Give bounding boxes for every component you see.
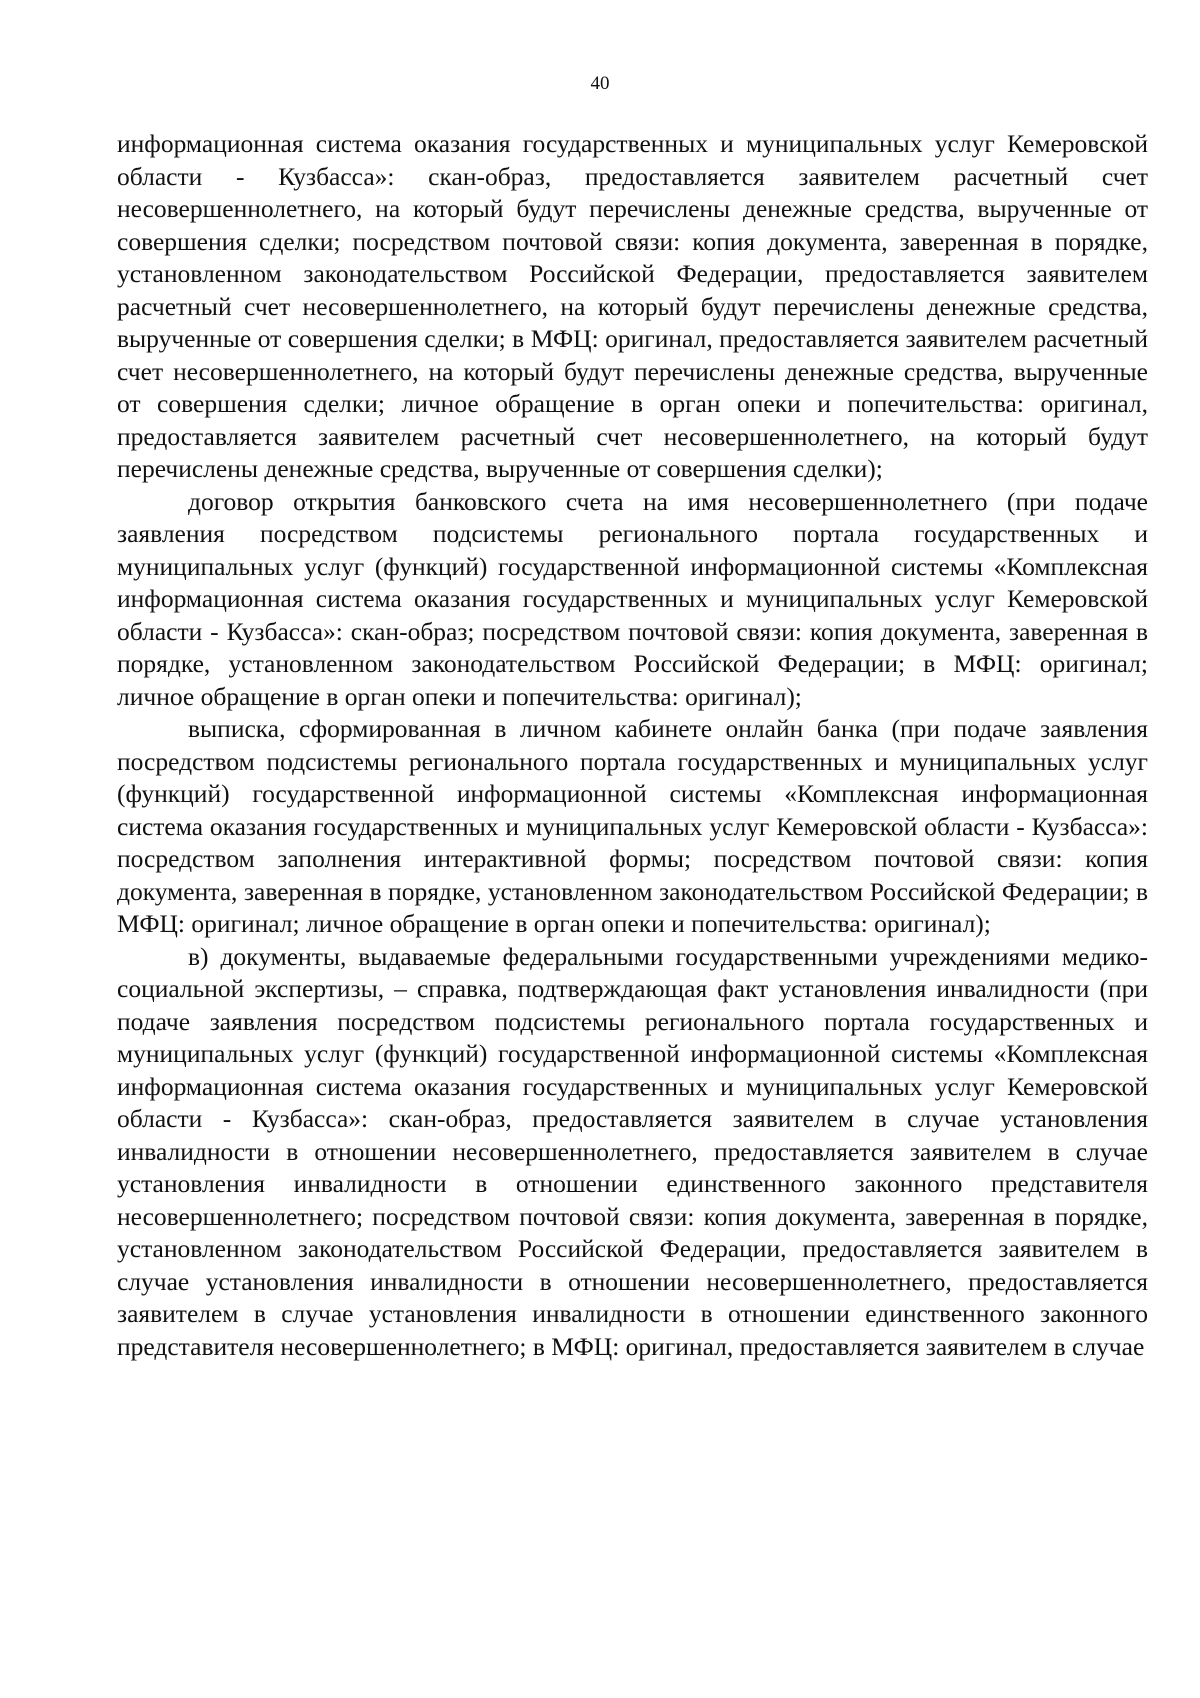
paragraph-online-bank-statement: выписка, сформированная в личном кабинете онлайн банка (при подаче заявления посредством подсистемы регионального портала государственных и муниципальных услуг (функций) государственной информационной системы «Комплексная информационная система оказания государственных и муниципальных услуг Кемеровской области - Кузбасса»: посредством заполнения интерактивной формы; посредством почтовой связи: копия документа, заверенная в порядке, установленном законодательством Российской Федерации; в МФЦ: оригинал; личное обращение в орган опеки и попечительства: оригинал);	[117, 714, 1148, 938]
document-body	[117, 128, 1148, 1363]
paragraph-disability-documents: в) документы, выдаваемые федеральными государственными учреждениями медико-социальной экспертизы, – справка, подтверждающая факт установления инвалидности (при подаче заявления посредством подсистемы регионального портала государственных и муниципальных услуг (функций) государственной информационной системы «Комплексная информационная система оказания государственных и муниципальных услуг Кемеровской области - Кузбасса»: скан-образ, предоставляется заявителем в случае установления инвалидности в отношении несовершеннолетнего, предоставляется заявителем в случае установления инвалидности в отношении единственного законного представителя несовершеннолетнего; посредством почтовой связи: копия документа, заверенная в порядке, установленном законодательством Российской Федерации, предоставляется заявителем в случае установления инвалидности в отношении несовершеннолетнего, предоставляется заявителем в случае установления инвалидности в отношении единственного законного представителя несовершеннолетнего; в МФЦ: оригинал, предоставляется заявителем в случае	[117, 941, 1148, 1361]
paragraph-continuation: информационная система оказания государственных и муниципальных услуг Кемеровской области - Кузбасса»: скан-образ, предоставляется заявителем расчетный счет несовершеннолетнего, на который будут перечислены денежные средства, вырученные от совершения сделки; посредством почтовой связи: копия документа, заверенная в порядке, установленном законодательством Российской Федерации, предоставляется заявителем расчетный счет несовершеннолетнего, на который будут перечислены денежные средства, вырученные от совершения сделки; в МФЦ: оригинал, предоставляется заявителем расчетный счет несовершеннолетнего, на который будут перечислены денежные средства, вырученные от совершения сделки; личное обращение в орган опеки и попечительства: оригинал, предоставляется заявителем расчетный счет несовершеннолетнего, на который будут перечислены денежные средства, вырученные от совершения сделки);	[117, 129, 1148, 483]
paragraph-bank-account-contract: договор открытия банковского счета на имя несовершеннолетнего (при подаче заявления посредством подсистемы регионального портала государственных и муниципальных услуг (функций) государственной информационной системы «Комплексная информационная система оказания государственных и муниципальных услуг Кемеровской области - Кузбасса»: скан-образ; посредством почтовой связи: копия документа, заверенная в порядке, установленном законодательством Российской Федерации; в МФЦ: оригинал; личное обращение в орган опеки и попечительства: оригинал);	[117, 486, 1148, 711]
page-number: 40	[590, 73, 610, 94]
